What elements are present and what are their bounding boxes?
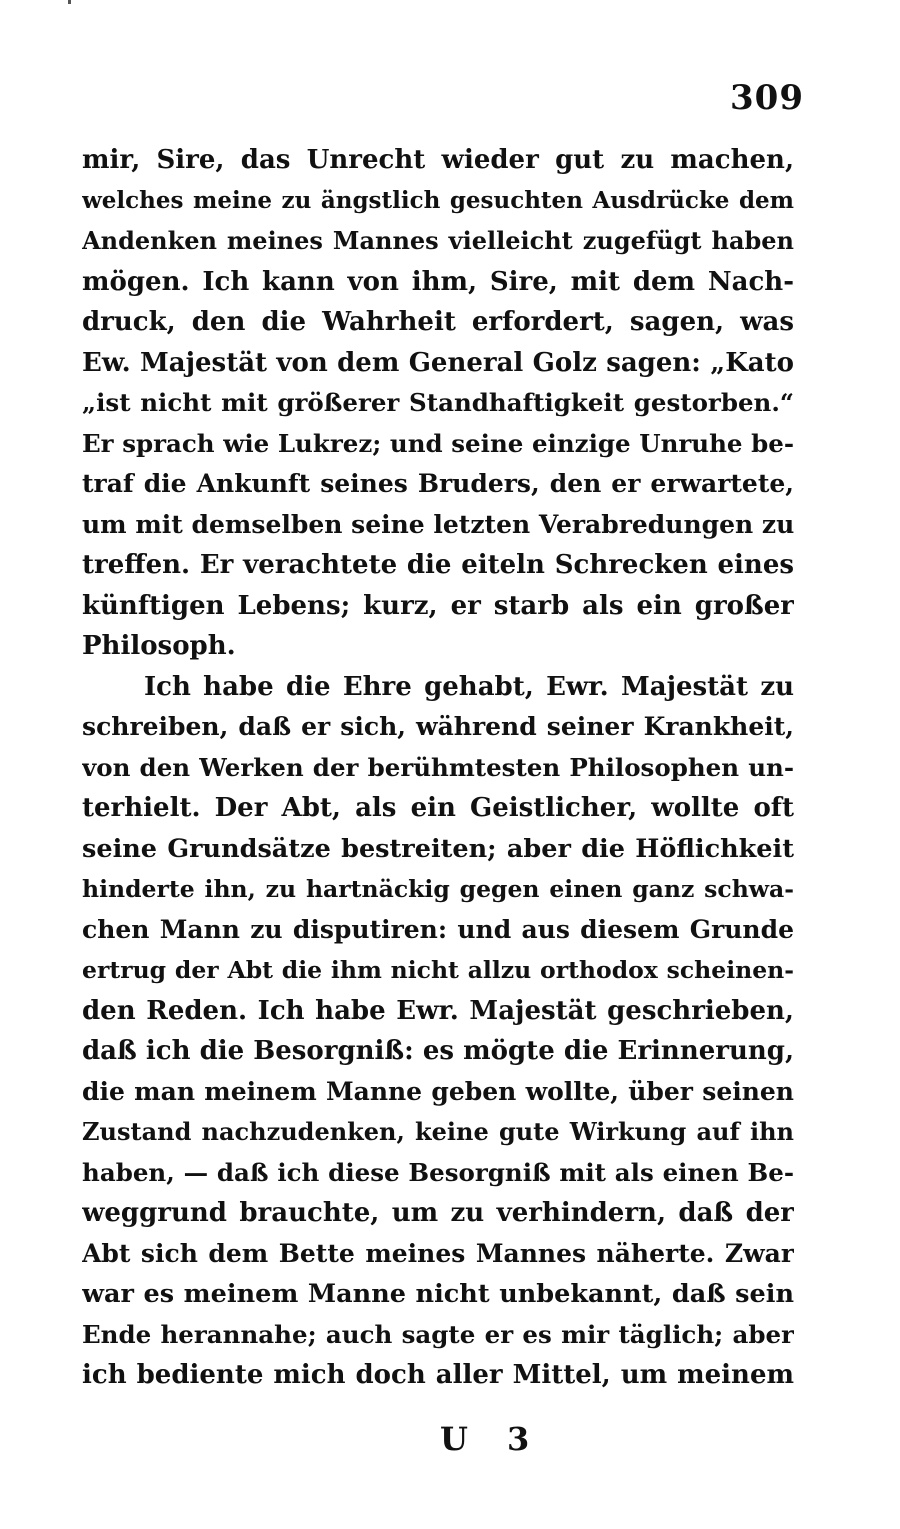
text-line: welches meine zu ängstlich gesuchten Ausdrücke dem [82,186,794,214]
text-line: ich bediente mich doch aller Mittel, um meinem [82,1360,794,1390]
text-line: Philosoph. [82,631,236,661]
text-line: haben, — daß ich diese Besorgniß mit als einen Be- [82,1157,794,1187]
signature-mark: U 3 [440,1420,544,1458]
print-mark [68,0,71,4]
paragraph-first-line: Ich habe die Ehre gehabt, Ewr. Majestät zu [144,671,794,702]
text-line: Abt sich dem Bette meines Mannes näherte. Zwar [82,1238,794,1268]
text-line: traf die Ankunft seines Bruders, den er erwartete, [82,469,794,498]
text-line: um mit demselben seine letzten Verabredungen zu [82,509,794,539]
text-line: mir, Sire, das Unrecht wieder gut zu machen, [82,145,794,175]
page-number: 309 [730,78,804,118]
text-line: daß ich die Besorgniß: es mögte die Erinnerung, [82,1036,794,1066]
text-line: mögen. Ich kann von ihm, Sire, mit dem Nach- [82,266,794,297]
text-line: chen Mann zu disputiren: und aus diesem Grunde [82,914,794,944]
text-line: „ist nicht mit größerer Standhaftigkeit gestorben.“ [82,388,794,417]
text-line: hinderte ihn, zu hartnäckig gegen einen ganz schwa- [82,875,794,903]
text-line: druck, den die Wahrheit erfordert, sagen, was [82,307,794,337]
text-line: die man meinem Manne geben wollte, über seinen [82,1076,794,1106]
text-line: von den Werken der berühmtesten Philosophen un- [82,752,794,782]
text-line: treffen. Er verachtete die eiteln Schrecken eines [82,550,794,580]
text-line: Zustand nachzudenken, keine gute Wirkung auf ihn [82,1117,794,1146]
text-line: Er sprach wie Lukrez; und seine einzige Unruhe be- [82,428,794,458]
body-text [82,140,794,1396]
text-line: künftigen Lebens; kurz, er starb als ein großer [82,590,794,621]
text-line: weggrund brauchte, um zu verhindern, daß der [82,1198,794,1228]
text-line: Andenken meines Mannes vielleicht zugefügt haben [82,226,794,255]
text-line: war es meinem Manne nicht unbekannt, daß sein [82,1279,794,1309]
text-line: Ew. Majestät von dem General Golz sagen: „Kato [82,347,794,378]
text-line: ertrug der Abt die ihm nicht allzu orthodox scheinen- [82,956,794,984]
text-line: Ende herannahe; auch sagte er es mir täglich; aber [82,1319,794,1349]
text-line: schreiben, daß er sich, während seiner Krankheit, [82,712,794,741]
text-line: terhielt. Der Abt, als ein Geistlicher, wollte oft [82,793,794,823]
text-line: seine Grundsätze bestreiten; aber die Höflichkeit [82,833,794,864]
text-line: den Reden. Ich habe Ewr. Majestät geschrieben, [82,995,794,1026]
